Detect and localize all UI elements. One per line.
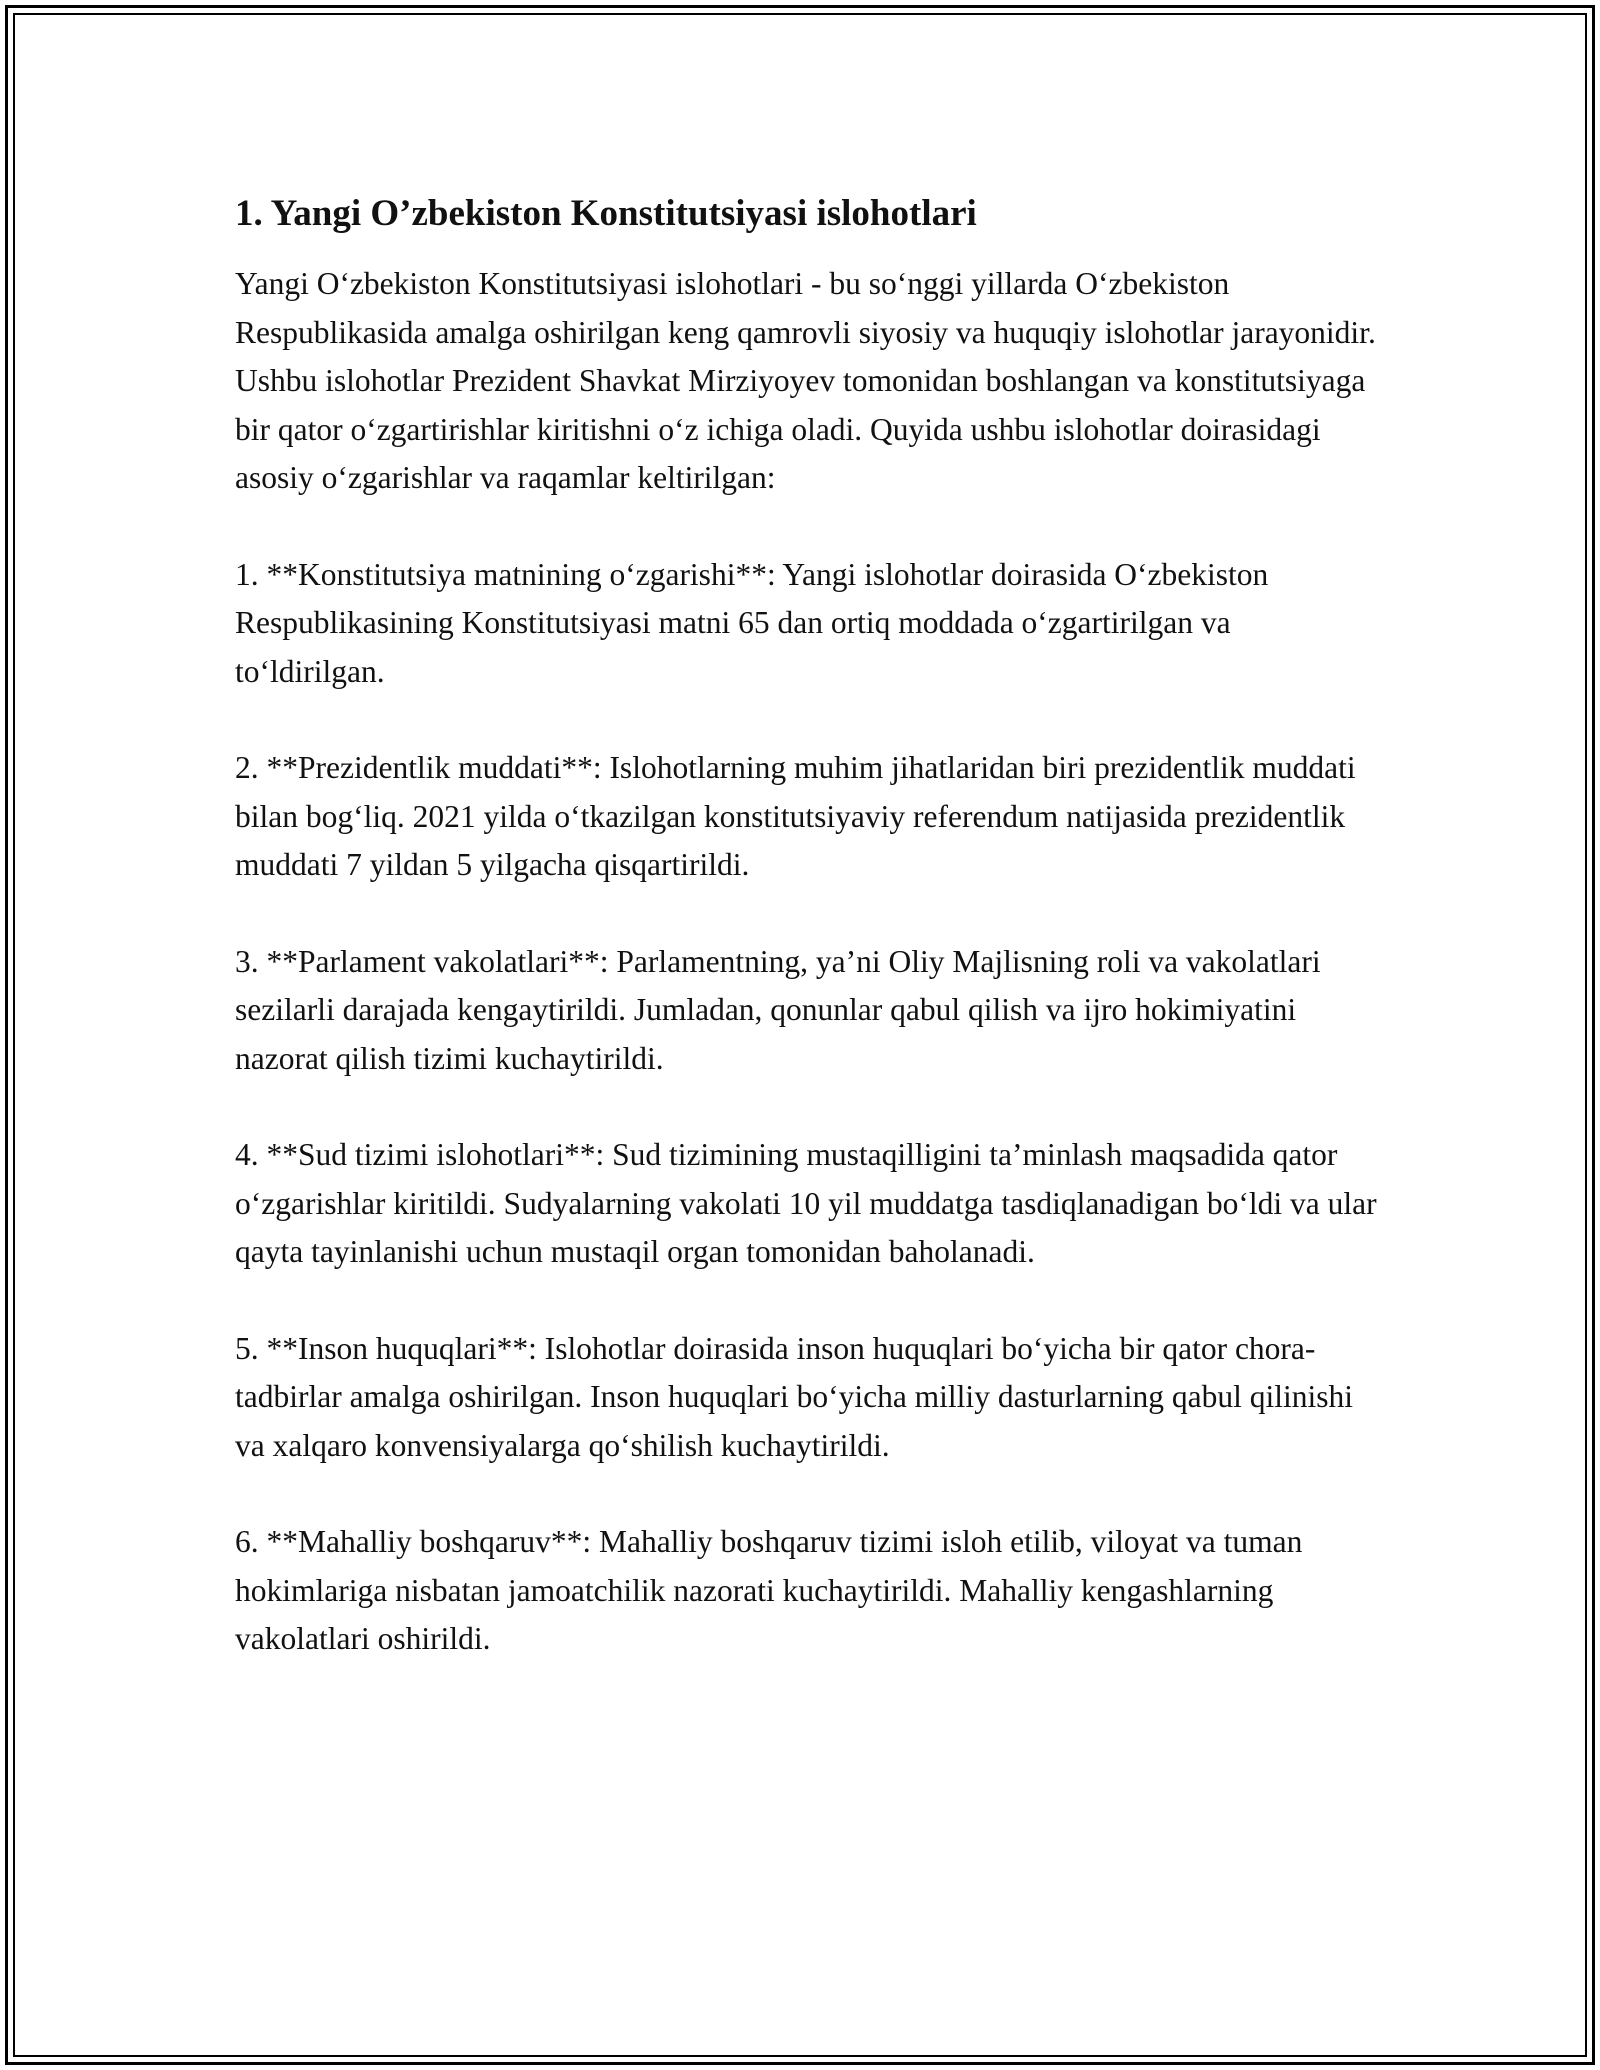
document-body bbox=[235, 190, 1385, 1712]
list-item: 2. **Prezidentlik muddati**: Islohotlarning muhim jihatlaridan biri prezidentlik muddati bilan bog‘liq. 2021 yilda o‘tkazilgan konstitutsiyaviy referendum natijasida prezidentlik muddati 7 yildan 5 yilgacha qisqartirildi. bbox=[235, 750, 1356, 882]
list-item: 5. **Inson huquqlari**: Islohotlar doirasida inson huquqlari bo‘yicha bir qator chora-tadbirlar amalga oshirilgan. Inson huquqlari bo‘yicha milliy dasturlarning qabul qilinishi va xalqaro konvensiyalarga qo‘shilish kuchaytirildi. bbox=[235, 1330, 1354, 1463]
list-item: 6. **Mahalliy boshqaruv**: Mahalliy boshqaruv tizimi isloh etilib, viloyat va tuman hokimlariga nisbatan jamoatchilik nazorati kuchaytirildi. Mahalliy kengashlarning vakolatlari oshirildi. bbox=[235, 1524, 1303, 1656]
list-item: 4. **Sud tizimi islohotlari**: Sud tizimining mustaqilligini ta’minlash maqsadida qator o‘zgarishlar kiritildi. Sudyalarning vakolati 10 yil muddatga tasdiqlanadigan bo‘ldi va ular qayta tayinlanishi uchun mustaqil organ tomonidan baholanadi. bbox=[235, 1137, 1377, 1269]
list-item: 3. **Parlament vakolatlari**: Parlamentning, ya’ni Oliy Majlisning roli va vakolatlari sezilarli darajada kengaytirildi. Jumladan, qonunlar qabul qilish va ijro hokimiyatini nazorat qilish tizimi kuchaytirildi. bbox=[235, 943, 1321, 1076]
document-title: 1. Yangi O’zbekiston Konstitutsiyasi islohotlari bbox=[235, 193, 977, 234]
list-item: 1. **Konstitutsiya matnining o‘zgarishi**: Yangi islohotlar doirasida O‘zbekiston Respublikasining Konstitutsiyasi matni 65 dan ortiq moddada o‘zgartirilgan va to‘ldirilgan. bbox=[235, 556, 1269, 689]
intro-paragraph: Yangi O‘zbekiston Konstitutsiyasi islohotlari - bu so‘nggi yillarda O‘zbekiston Respublikasida amalga oshirilgan keng qamrovli siyosiy va huquqiy islohotlar jarayonidir. Ushbu islohotlar Prezident Shavkat Mirziyoyev tomonidan boshlangan va konstitutsiyaga bir qator o‘zgartirishlar kiritishni o‘z ichiga oladi. Quyida ushbu islohotlar doirasidagi asosiy o‘zgarishlar va raqamlar keltirilgan: bbox=[235, 266, 1376, 495]
